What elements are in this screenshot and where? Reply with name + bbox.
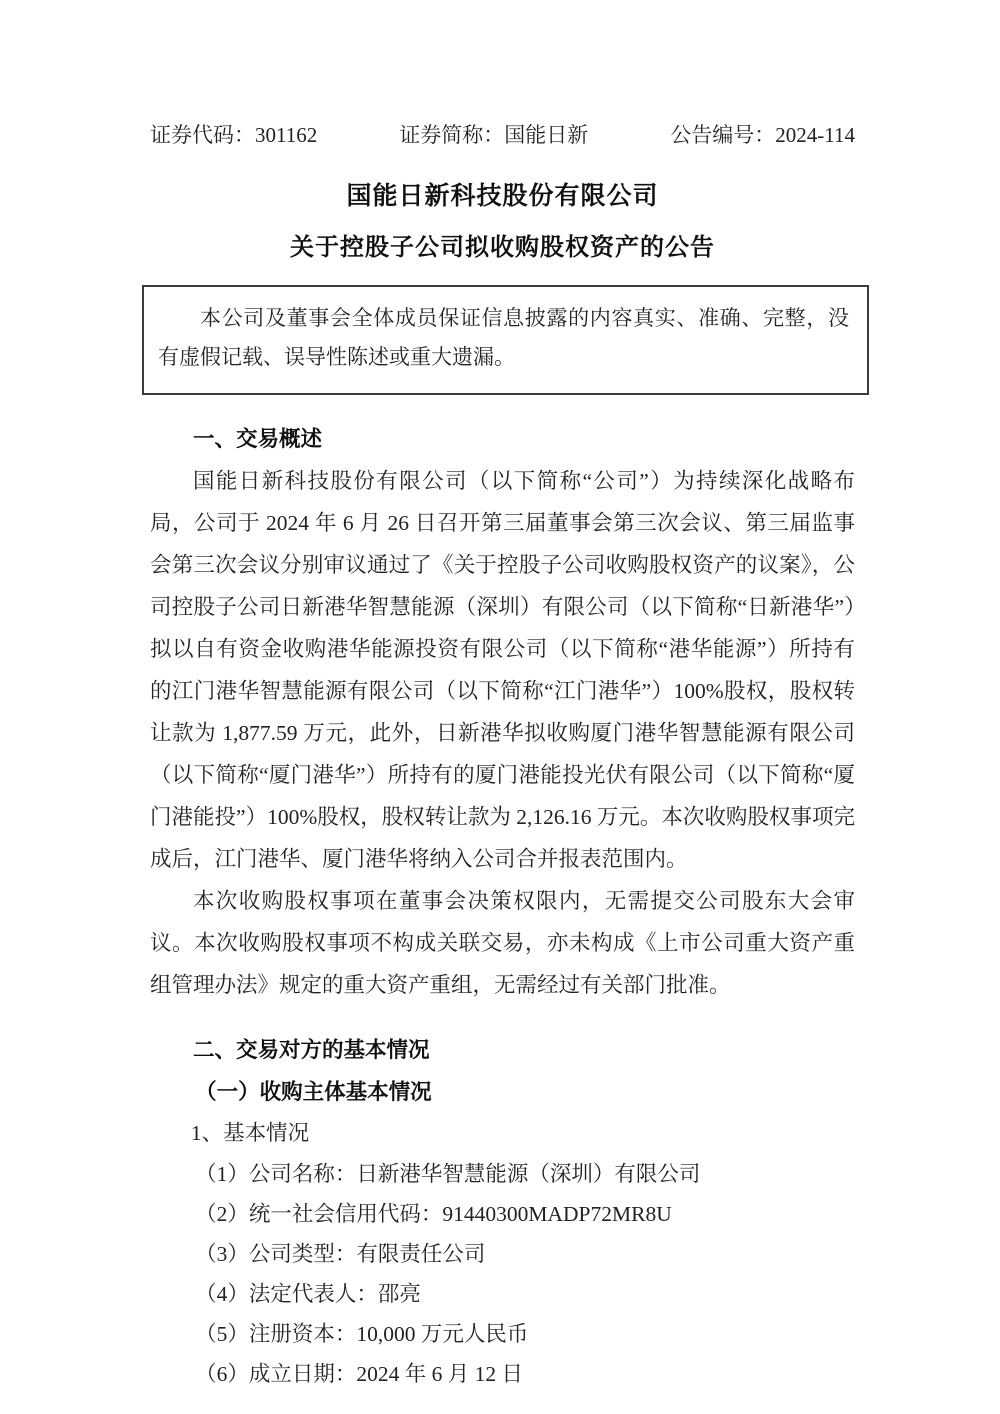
section-2-heading: 二、交易对方的基本情况: [193, 1038, 430, 1062]
stock-code: 证券代码：301162: [150, 123, 318, 147]
info-item-company-type: （3）公司类型：有限责任公司: [195, 1242, 486, 1266]
info-item-credit-code: （2）统一社会信用代码：91440300MADP72MR8U: [195, 1202, 672, 1226]
subsection-acquirer-heading: （一）收购主体基本情况: [195, 1080, 432, 1104]
disclaimer-text: 本公司及董事会全体成员保证信息披露的内容真实、准确、完整，没有虚假记载、误导性陈述或重大遗漏。: [158, 306, 849, 369]
stock-abbr: 证券简称：国能日新: [399, 123, 589, 147]
disclaimer-box: [142, 285, 869, 395]
basic-info-heading: 1、基本情况: [190, 1121, 310, 1145]
company-title: 国能日新科技股份有限公司: [346, 183, 659, 210]
info-item-legal-representative: （4）法定代表人：邵亮: [195, 1282, 421, 1306]
announcement-title: 关于控股子公司拟收购股权资产的公告: [290, 235, 715, 261]
info-item-registered-capital: （5）注册资本：10,000 万元人民币: [195, 1322, 529, 1346]
info-item-establishment-date: （6）成立日期：2024 年 6 月 12 日: [195, 1362, 524, 1386]
document-header: [150, 122, 855, 148]
section-1-heading: 一、交易概述: [193, 427, 323, 451]
info-item-company-name: （1）公司名称：日新港华智慧能源（深圳）有限公司: [195, 1162, 701, 1186]
section-1-paragraph-1: 国能日新科技股份有限公司（以下简称“公司”）为持续深化战略布局，公司于 2024 年 6 月 26 日召开第三届董事会第三次会议、第三届监事会第三次会议分别审议通过了《关于控股子公司收购股权资产的议案》，公司控股子公司日新港华智慧能源（深圳）有限公司（以下简称“日新港华”）拟以自有资金收购港华能源投资有限公司（以下简称“港华能源”）所持有的江门港华智慧能源有限公司（以下简称“江门港华”）100%股权，股权转让款为 1,877.59 万元，此外，日新港华拟收购厦门港华智慧能源有限公司（以下简称“厦门港华”）所持有的厦门港能投光伏有限公司（以下简称“厦门港能投”）100%股权，股权转让款为 2,126.16 万元。本次收购股权事项完成后，江门港华、厦门港华将纳入公司合并报表范围内。: [150, 469, 855, 871]
announcement-number: 公告编号：2024-114: [670, 123, 855, 147]
section-1-paragraph-2: 本次收购股权事项在董事会决策权限内，无需提交公司股东大会审议。本次收购股权事项不构成关联交易，亦未构成《上市公司重大资产重组管理办法》规定的重大资产重组，无需经过有关部门批准。: [150, 889, 855, 997]
